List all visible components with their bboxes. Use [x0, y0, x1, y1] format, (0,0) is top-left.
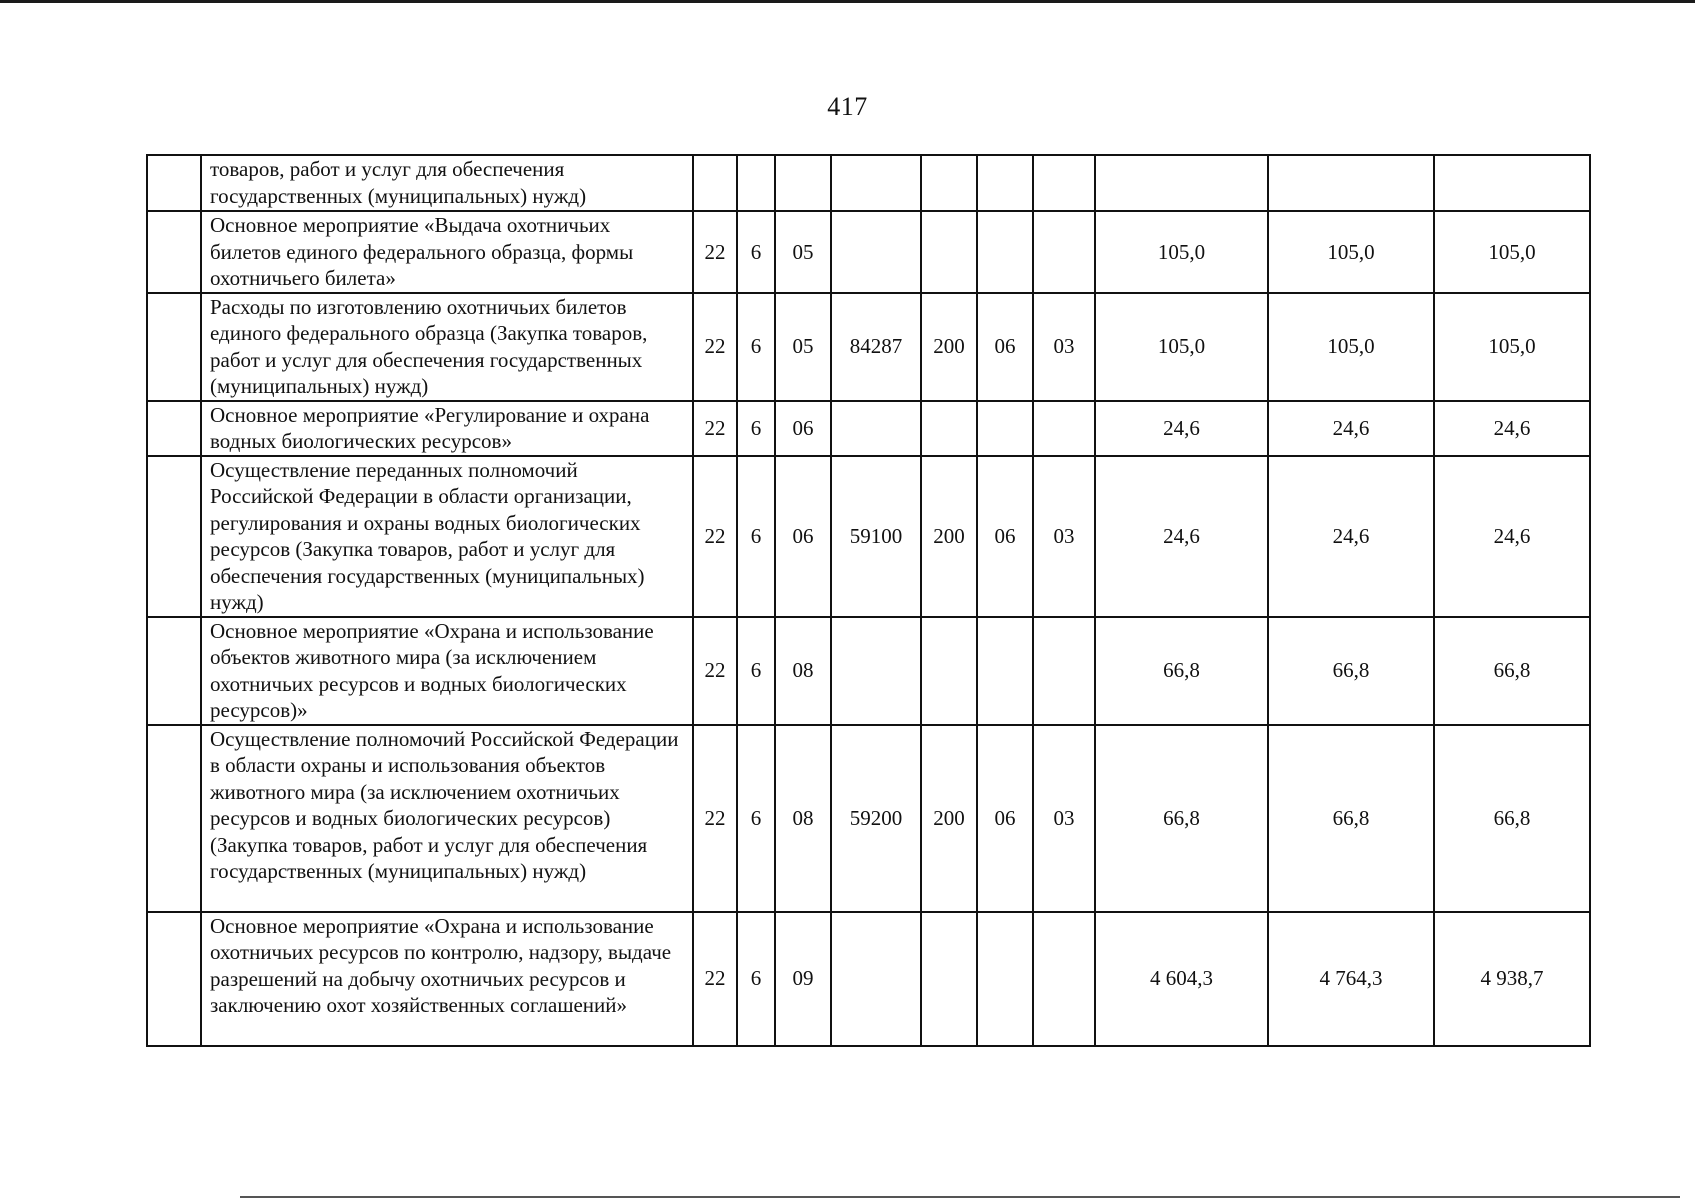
table-row — [147, 155, 1590, 211]
amount-cell: 105,0 — [1095, 293, 1268, 401]
description-cell: Осуществление полномочий Российской Федерации в области охраны и использования объектов животного мира (за исключением охотничьих ресурсов и водных биологических ресурсов) (Закупка товаров, работ и услуг для обеспечения государственных (муниципальных) нужд) — [201, 725, 693, 912]
amount-cell: 66,8 — [1268, 725, 1434, 912]
code-cell — [921, 155, 977, 211]
code-cell — [1033, 155, 1095, 211]
amount-cell: 24,6 — [1434, 456, 1590, 617]
code-cell: 6 — [737, 401, 775, 456]
budget-table — [146, 154, 1591, 1047]
row-index-cell — [147, 293, 201, 401]
code-cell: 08 — [775, 725, 831, 912]
row-index-cell — [147, 211, 201, 293]
description-cell: Основное мероприятие «Регулирование и охрана водных биологических ресурсов» — [201, 401, 693, 456]
code-cell: 59100 — [831, 456, 921, 617]
table-row — [147, 211, 1590, 293]
code-cell: 22 — [693, 912, 737, 1046]
code-cell: 22 — [693, 725, 737, 912]
code-cell: 22 — [693, 456, 737, 617]
code-cell: 09 — [775, 912, 831, 1046]
code-cell: 6 — [737, 456, 775, 617]
amount-cell — [1095, 155, 1268, 211]
code-cell — [831, 912, 921, 1046]
amount-cell: 24,6 — [1095, 401, 1268, 456]
row-index-cell — [147, 725, 201, 912]
row-index-cell — [147, 401, 201, 456]
code-cell: 06 — [977, 725, 1033, 912]
code-cell: 22 — [693, 617, 737, 725]
code-cell: 08 — [775, 617, 831, 725]
table-row — [147, 293, 1590, 401]
code-cell — [1033, 211, 1095, 293]
amount-cell: 66,8 — [1434, 725, 1590, 912]
description-cell: Основное мероприятие «Выдача охотничьих билетов единого федерального образца, формы охотничьего билета» — [201, 211, 693, 293]
top-scan-border — [0, 0, 1695, 3]
description-cell: Расходы по изготовлению охотничьих билетов единого федерального образца (Закупка товаров, работ и услуг для обеспечения государственных (муниципальных) нужд) — [201, 293, 693, 401]
code-cell — [693, 155, 737, 211]
code-cell: 22 — [693, 293, 737, 401]
code-cell: 200 — [921, 725, 977, 912]
amount-cell: 24,6 — [1095, 456, 1268, 617]
code-cell: 59200 — [831, 725, 921, 912]
description-cell: Основное мероприятие «Охрана и использование объектов животного мира (за исключением охотничьих ресурсов и водных биологических ресурсов)» — [201, 617, 693, 725]
code-cell — [977, 912, 1033, 1046]
code-cell: 6 — [737, 725, 775, 912]
code-cell: 05 — [775, 211, 831, 293]
code-cell — [1033, 401, 1095, 456]
amount-cell: 105,0 — [1434, 293, 1590, 401]
table-row — [147, 401, 1590, 456]
code-cell — [1033, 912, 1095, 1046]
amount-cell: 4 764,3 — [1268, 912, 1434, 1046]
row-index-cell — [147, 155, 201, 211]
description-cell: Осуществление переданных полномочий Российской Федерации в области организации, регулирования и охраны водных биологических ресурсов (Закупка товаров, работ и услуг для обеспечения государственных (муниципальных) нужд) — [201, 456, 693, 617]
amount-cell: 105,0 — [1434, 211, 1590, 293]
code-cell: 06 — [977, 293, 1033, 401]
code-cell: 84287 — [831, 293, 921, 401]
table-row — [147, 456, 1590, 617]
table-row — [147, 725, 1590, 912]
code-cell — [831, 155, 921, 211]
code-cell — [977, 617, 1033, 725]
code-cell: 06 — [977, 456, 1033, 617]
code-cell: 6 — [737, 211, 775, 293]
code-cell — [921, 912, 977, 1046]
code-cell: 22 — [693, 401, 737, 456]
row-index-cell — [147, 912, 201, 1046]
code-cell — [921, 211, 977, 293]
page-number: 417 — [827, 92, 868, 121]
code-cell — [831, 211, 921, 293]
code-cell — [1033, 617, 1095, 725]
amount-cell: 105,0 — [1268, 293, 1434, 401]
amount-cell: 66,8 — [1434, 617, 1590, 725]
amount-cell — [1434, 155, 1590, 211]
code-cell: 6 — [737, 912, 775, 1046]
description-cell: Основное мероприятие «Охрана и использование охотничьих ресурсов по контролю, надзору, выдаче разрешений на добычу охотничьих ресурсов и заключению охот хозяйственных соглашений» — [201, 912, 693, 1046]
code-cell: 03 — [1033, 725, 1095, 912]
amount-cell: 4 938,7 — [1434, 912, 1590, 1046]
amount-cell: 24,6 — [1434, 401, 1590, 456]
code-cell — [977, 155, 1033, 211]
code-cell — [831, 401, 921, 456]
amount-cell: 105,0 — [1268, 211, 1434, 293]
code-cell — [977, 211, 1033, 293]
amount-cell: 24,6 — [1268, 456, 1434, 617]
row-index-cell — [147, 617, 201, 725]
amount-cell: 66,8 — [1095, 725, 1268, 912]
amount-cell — [1268, 155, 1434, 211]
code-cell: 200 — [921, 293, 977, 401]
code-cell — [921, 617, 977, 725]
code-cell: 6 — [737, 293, 775, 401]
code-cell — [921, 401, 977, 456]
code-cell: 03 — [1033, 456, 1095, 617]
amount-cell: 24,6 — [1268, 401, 1434, 456]
table-row — [147, 912, 1590, 1046]
row-index-cell — [147, 456, 201, 617]
bottom-scan-border — [240, 1196, 1680, 1198]
amount-cell: 105,0 — [1095, 211, 1268, 293]
code-cell — [831, 617, 921, 725]
amount-cell: 66,8 — [1268, 617, 1434, 725]
code-cell: 06 — [775, 456, 831, 617]
amount-cell: 4 604,3 — [1095, 912, 1268, 1046]
code-cell: 03 — [1033, 293, 1095, 401]
code-cell — [737, 155, 775, 211]
code-cell: 200 — [921, 456, 977, 617]
code-cell: 06 — [775, 401, 831, 456]
code-cell — [775, 155, 831, 211]
amount-cell: 66,8 — [1095, 617, 1268, 725]
code-cell — [977, 401, 1033, 456]
table-row — [147, 617, 1590, 725]
description-cell: товаров, работ и услуг для обеспечения государственных (муниципальных) нужд) — [201, 155, 693, 211]
code-cell: 05 — [775, 293, 831, 401]
code-cell: 22 — [693, 211, 737, 293]
code-cell: 6 — [737, 617, 775, 725]
